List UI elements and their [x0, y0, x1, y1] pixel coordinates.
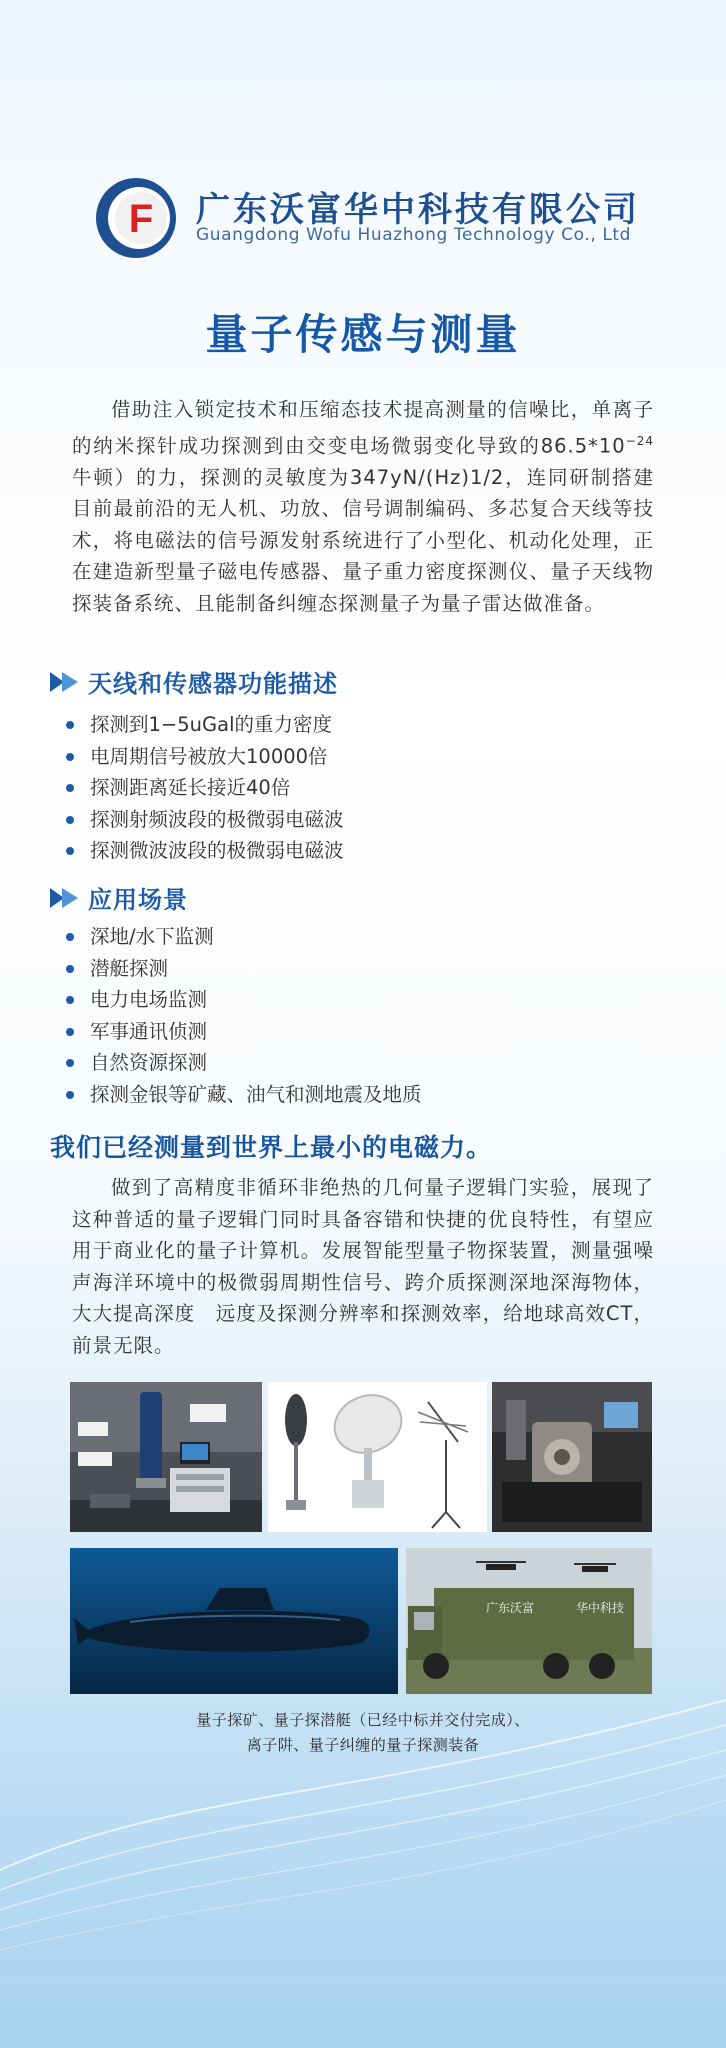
intro-text-part1: 借助注入锁定技术和压缩态技术提高测量的信噪比，单离子的纳米探针成功探测到由交变电场微弱变化导致的86.5*10	[72, 398, 654, 458]
truck-label-right: 华中科技	[576, 1601, 625, 1615]
bullet-dot-icon	[66, 1059, 74, 1067]
company-name-cn: 广东沃富华中科技有限公司	[196, 190, 640, 230]
caption-line-1: 量子探矿、量子探潜艇（已经中标并交付完成）、	[196, 1711, 530, 1729]
truck-label-left: 广东沃富	[486, 1601, 535, 1615]
list-item: 军事通讯侦测	[64, 1016, 664, 1048]
bullet-dot-icon	[66, 784, 74, 792]
company-logo	[94, 176, 178, 260]
bullet-dot-icon	[66, 753, 74, 761]
closing-paragraph: 做到了高精度非循环非绝热的几何量子逻辑门实验，展现了这种普适的量子逻辑门同时具备容错和快捷的优良特性，有望应用于商业化的量子计算机。发展智能型量子物探装置，测量强噪声海洋环境中的极微弱周期性信号、跨介质探测深地深海物体，大大提高深度 远度及探测分辨率和探测效率，给地球高效CT，前景无限。	[72, 1176, 654, 1357]
bullet-dot-icon	[66, 933, 74, 941]
background-waves	[0, 1640, 726, 2048]
logo-letter: F	[128, 197, 154, 241]
bullet-dot-icon	[66, 965, 74, 973]
intro-paragraph	[72, 394, 654, 620]
highlight-statement: 我们已经测量到世界上最小的电磁力。	[50, 1133, 493, 1162]
list-item: 自然资源探测	[64, 1047, 664, 1079]
bullet-dot-icon	[66, 721, 74, 729]
photo-caption	[0, 1708, 726, 1758]
company-name-en: Guangdong Wofu Huazhong Technology Co., Ltd	[196, 225, 632, 245]
photo-submarine	[70, 1548, 398, 1694]
page-title: 量子传感与测量	[205, 310, 521, 359]
list-item: 探测微波波段的极微弱电磁波	[64, 835, 664, 867]
photo-antennas	[268, 1382, 487, 1532]
list-item: 电力电场监测	[64, 984, 664, 1016]
list-item: 探测金银等矿藏、油气和测地震及地质	[64, 1079, 664, 1111]
section-arrow-icon	[50, 672, 80, 692]
list-item: 深地/水下监测	[64, 921, 664, 953]
intro-text-part2: 牛顿）的力，探测的灵敏度为347yN/(Hz)1/2，连同研制搭建目前最前沿的无人机、功放、信号调制编码、多芯复合天线等技术，将电磁法的信号源发射系统进行了小型化、机动化处理，正在建造新型量子磁电传感器、量子重力密度探测仪、量子天线物探装备系统、且能制备纠缠态探测量子为量子雷达做准备。	[72, 465, 654, 616]
photo-ion-trap-lab	[492, 1382, 652, 1532]
list-item: 电周期信号被放大10000倍	[64, 741, 664, 773]
list-item: 探测到1−5uGal的重力密度	[64, 709, 664, 741]
list-item: 探测距离延长接近40倍	[64, 772, 664, 804]
features-section-title: 天线和传感器功能描述	[88, 670, 338, 698]
list-item: 潜艇探测	[64, 953, 664, 985]
bullet-dot-icon	[66, 816, 74, 824]
intro-exponent: −24	[625, 433, 654, 448]
features-list	[64, 709, 664, 867]
company-header	[0, 168, 726, 268]
applications-section-title: 应用场景	[88, 886, 188, 914]
bullet-dot-icon	[66, 1091, 74, 1099]
caption-line-2: 离子阱、量子纠缠的量子探测装备	[246, 1736, 480, 1754]
photo-truck-drones	[406, 1548, 652, 1694]
bullet-dot-icon	[66, 996, 74, 1004]
photo-lab-equipment	[70, 1382, 262, 1532]
bullet-dot-icon	[66, 1028, 74, 1036]
list-item: 探测射频波段的极微弱电磁波	[64, 804, 664, 836]
section-arrow-icon	[50, 888, 80, 908]
applications-list	[64, 921, 664, 1111]
bullet-dot-icon	[66, 847, 74, 855]
